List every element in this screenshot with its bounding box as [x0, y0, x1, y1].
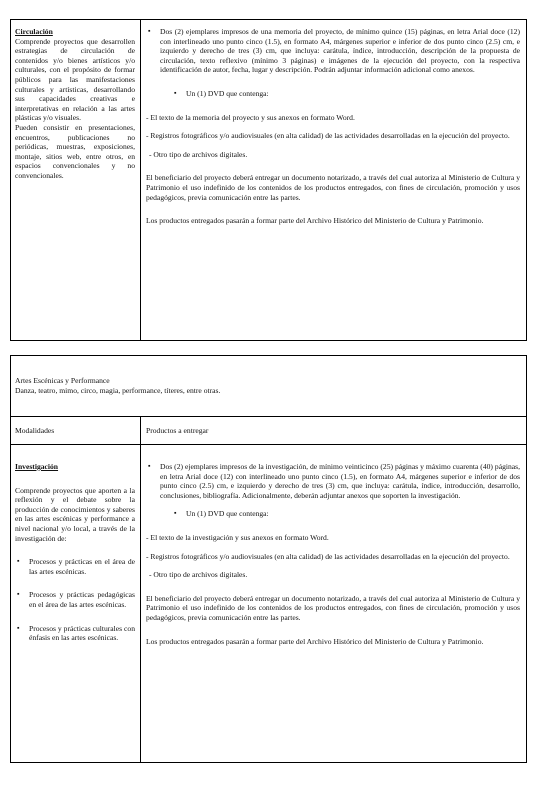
section-title-cell	[15, 376, 520, 395]
modalidad-description: Comprende proyectos que desarrollen estrategias de circulación de contenidos y/o bienes artísticos y/o culturales, con el propósito de formar públicos para las manifestaciones culturales y artísticas, desarrollando sus capacidades creativas e interpretativas en relación a las artes plásticas y/o visuales.	[15, 36, 135, 123]
header-productos	[146, 426, 516, 436]
productos-bullet-ejemplares: ▪ Dos (2) ejemplares impresos de una memoria del proyecto, de mínimo quince (15) páginas, en letra Arial doce (12) con interlineado uno punto cinco (1.5), en formato A4, márgenes superior e inferior de dos punto cinco (2.5) cm, e izquierdo y derecho de tres (3) cm, que incluya: carátula, índice, introducción, descripción de la propuesta de circulación, texto reflexivo (mínimo 3 páginas) e imágenes de la ejecución del proyecto, con la respectiva identificación de autor, fecha, lugar y descripción. Podrán adjuntar información adicional como anexos.	[146, 27, 520, 75]
investigacion-bullet: ▪ Procesos y prácticas pedagógicas en el área de las artes escénicas.	[15, 590, 135, 609]
dvd-item-registros: - Registros fotográficos y/o audiovisuales (en alta calidad) de las actividades desarrolladas en la ejecución del proyecto.	[146, 131, 510, 141]
productos-cell-investigacion	[146, 462, 520, 646]
modalidad-cell-investigacion	[15, 462, 135, 643]
paragraph-autorizacion: El beneficiario del proyecto deberá entregar un documento notarizado, a través del cual autoriza al Ministerio de Cultura y Patrimonio el uso indefinido de los contenidos de los productos entregados, con fines de circulación, promoción y usos pedagógicos, previa comunicación entre las partes.	[146, 173, 520, 202]
productos-cell-circulacion	[146, 27, 520, 226]
section-title: Artes Escénicas y Performance	[15, 376, 110, 385]
paragraph-archivo: Los productos entregados pasarán a formar parte del Archivo Histórico del Ministerio de Cultura y Patrimonio.	[146, 636, 484, 646]
dvd-item-otros: - Otro tipo de archivos digitales.	[149, 570, 248, 580]
productos-bullet-dvd: ▪ Un (1) DVD que contenga:	[146, 89, 520, 99]
paragraph-autorizacion: El beneficiario del proyecto deberá entregar un documento notarizado, a través del cual autoriza al Ministerio de Cultura y Patrimonio el uso indefinido de los contenidos de los productos entregados, con fines de circulación, promoción y usos pedagógicos, previa comunicación entre las partes.	[146, 593, 520, 622]
modalidad-cell-circulacion	[15, 27, 135, 181]
column-header-modalidades: Modalidades	[15, 426, 55, 435]
investigacion-bullet: ▪ Procesos y prácticas culturales con énfasis en las artes escénicas.	[15, 624, 135, 643]
dvd-item-otros: - Otro tipo de archivos digitales.	[149, 149, 248, 159]
table-column-divider	[140, 19, 141, 341]
productos-bullet-dvd: ▪ Un (1) DVD que contenga:	[146, 509, 520, 519]
header-modalidades	[15, 426, 135, 436]
column-header-productos: Productos a entregar	[146, 426, 209, 435]
dvd-item-texto: - El texto de la memoria del proyecto y sus anexos en formato Word.	[146, 112, 355, 122]
section-subtitle: Danza, teatro, mimo, circo, magia, performance, títeres, entre otras.	[15, 385, 221, 395]
modalidad-description: Comprende proyectos que aporten a la reflexión y el debate sobre la producción de conocimientos y saberes en las artes escénicas y performance a nivel nacional y/o local, a través de la investigación de:	[15, 485, 135, 543]
table-column-divider	[140, 416, 141, 763]
paragraph-archivo: Los productos entregados pasarán a formar parte del Archivo Histórico del Ministerio de Cultura y Patrimonio.	[146, 216, 484, 226]
dvd-item-registros: - Registros fotográficos y/o audiovisuales (en alta calidad) de las actividades desarrolladas en la ejecución del proyecto.	[146, 551, 510, 561]
modalidad-description-formats: Pueden consistir en presentaciones, encuentros, publicaciones no periódicas, muestras, exposiciones, montaje, sitios web, entre otros, en espacios convencionales y no convencionales.	[15, 122, 135, 180]
modalidad-heading: Investigación	[15, 462, 59, 471]
productos-bullet-ejemplares: ▪ Dos (2) ejemplares impresos de la investigación, de mínimo veinticinco (25) páginas y máximo cuarenta (40) páginas, en letra Arial doce (12) con interlineado uno punto cinco (1.5), en formato A4, márgenes superior e inferior de dos punto cinco (2.5) cm, e izquierdo y derecho de tres (3) cm, que incluya: carátula, índice, introducción, desarrollo, conclusiones, bibliografía. Adicionalmente, deberán adjuntar anexos que soporten la investigación.	[146, 462, 520, 500]
modalidad-heading: Circulación	[15, 27, 53, 36]
dvd-item-texto: - El texto de la investigación y sus anexos en formato Word.	[146, 532, 329, 542]
table-row-divider	[10, 444, 527, 445]
table-row-divider	[10, 416, 527, 417]
investigacion-bullet: ▪ Procesos y prácticas en el área de las artes escénicas.	[15, 557, 135, 576]
